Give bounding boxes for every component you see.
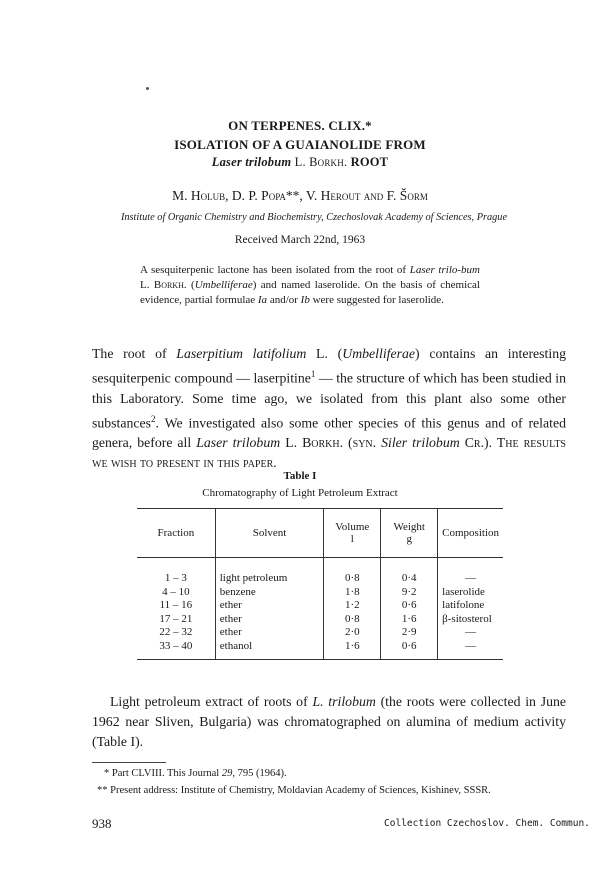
abstract-text: were suggested for laserolide.: [309, 294, 444, 306]
reference-marker: 1: [310, 369, 316, 379]
cell-solvent: ether: [215, 599, 324, 613]
cell-composition: latifolone: [438, 599, 503, 613]
cell-composition: —: [438, 572, 503, 586]
intro-text: . We investigated also some other species of this genus and of related genera, before all: [92, 415, 566, 451]
cell-weight: 9·2: [381, 586, 438, 600]
table-row: [137, 640, 503, 660]
page-number: 938: [92, 816, 112, 831]
header-weight: [381, 509, 438, 558]
header-weight-unit: g: [406, 533, 412, 545]
table-label: Table I: [283, 470, 317, 482]
abstract-species: Laser trilo-bum: [409, 264, 480, 276]
abstract-formula: Ia: [257, 294, 268, 306]
intro-text: — the structure of which has been studied in this Laboratory. Some time ago, we isolated from this plant also some other substances: [92, 370, 566, 431]
table-row: [137, 586, 503, 600]
cell-volume: 1·2: [324, 599, 381, 613]
footnote-1: [104, 768, 578, 779]
stray-dot: [146, 87, 149, 90]
cell-weight: 0·4: [381, 572, 438, 586]
cell-volume: 0·8: [324, 613, 381, 627]
header-composition: Composition: [438, 509, 503, 558]
title-line-1: ON TERPENES. CLIX.*: [228, 118, 372, 133]
paragraph-text: (the roots were collected in June 1962 near Sliven, Bulgaria) was chromatographed on alumina of medium activity (Table I).: [92, 694, 566, 749]
table-caption: Chromatography of Light Petroleum Extract: [202, 487, 398, 499]
intro-species: Laser trilobum: [196, 435, 281, 451]
paragraph-2: [92, 692, 566, 752]
intro-text: L. Borkh. (syn.: [280, 435, 382, 451]
footnote-text: 795 (1964).: [234, 768, 287, 779]
cell-composition: —: [438, 640, 503, 660]
intro-paragraph: [92, 344, 566, 473]
cell-composition: laserolide: [438, 586, 503, 600]
table-header-row: [137, 509, 503, 558]
title-line-3: [0, 155, 600, 170]
footnote-text: * Part CLVIII. This Journal: [104, 768, 222, 779]
abstract-family: Umbelliferae: [194, 279, 253, 291]
abstract-text: and/or: [267, 294, 301, 306]
title-line-2: ISOLATION OF A GUAIANOLIDE FROM: [174, 137, 426, 152]
authors: M. Holub, D. P. Popa**, V. Herout and F. Šorm: [172, 188, 428, 203]
paragraph-text: Light petroleum extract of roots of: [110, 694, 313, 709]
cell-weight: 2·9: [381, 626, 438, 640]
cell-fraction: 4 – 10: [162, 585, 190, 598]
institute: Institute of Organic Chemistry and Biochemistry, Czechoslovak Academy of Sciences, Prague: [120, 212, 508, 223]
abstract-text: A sesquiterpenic lactone has been isolated from the root of: [140, 264, 410, 276]
intro-species: Laserpitium latifolium: [176, 346, 307, 361]
cell-weight: 1·6: [381, 613, 438, 627]
intro-family: Umbelliferae: [342, 346, 416, 361]
cell-solvent: light petroleum: [215, 572, 324, 586]
footnote-volume: 29,: [221, 768, 235, 779]
header-volume-unit: l: [350, 533, 354, 545]
table-row: [137, 599, 503, 613]
header-weight-label: Weight: [393, 521, 425, 533]
cell-composition: β-sitosterol: [438, 613, 503, 627]
intro-species: Siler trilobum: [381, 435, 460, 451]
paragraph-species: L. trilobum: [312, 694, 376, 709]
header-volume: [324, 509, 381, 558]
cell-fraction: 17 – 21: [159, 612, 193, 625]
cell-volume: 0·8: [324, 572, 381, 586]
cell-volume: 2·0: [324, 626, 381, 640]
header-solvent: Solvent: [215, 509, 324, 558]
title-species: Laser trilobum: [211, 155, 292, 169]
abstract-text: (: [186, 279, 195, 291]
cell-fraction: 22 – 32: [159, 626, 193, 638]
intro-text: The root of: [92, 346, 177, 361]
footnote-divider: [92, 762, 166, 763]
abstract: [140, 263, 480, 308]
cell-fraction: 1 – 3: [164, 572, 187, 584]
abstract-species-author: L. Borkh.: [140, 279, 187, 291]
header-fraction: Fraction: [137, 509, 215, 558]
table-row: [137, 626, 503, 640]
header-volume-label: Volume: [335, 521, 370, 533]
cell-solvent: ethanol: [215, 640, 324, 660]
cell-fraction: 11 – 16: [159, 599, 193, 611]
abstract-formula: Ib: [300, 294, 310, 306]
cell-weight: 0·6: [381, 640, 438, 660]
table-row: [137, 572, 503, 586]
cell-solvent: benzene: [215, 586, 324, 600]
title-species-author: L. Borkh.: [294, 155, 348, 169]
cell-fraction: 33 – 40: [137, 640, 215, 660]
abstract-text: ) and named laserolide. On the basis of chemical evidence, partial formulae: [140, 279, 480, 306]
intro-text: L. (: [306, 346, 343, 361]
intro-text: ) contains an interesting sesquiterpenic compound — laserpitine: [92, 346, 566, 386]
reference-marker: 2: [151, 413, 156, 424]
chromatography-table: [137, 508, 503, 660]
table-row: [137, 613, 503, 627]
cell-solvent: ether: [215, 613, 324, 627]
footnote-2: ** Present address: Institute of Chemistry, Moldavian Academy of Sciences, Kishinev, SSSR.: [97, 785, 491, 796]
cell-volume: 1·8: [324, 586, 381, 600]
cell-solvent: ether: [215, 626, 324, 640]
intro-text: Cr.). The results we wish to present in this paper.: [92, 435, 566, 471]
cell-volume: 1·6: [324, 640, 381, 660]
cell-weight: 0·6: [381, 599, 438, 613]
received-date: Received March 22nd, 1963: [234, 234, 366, 246]
cell-composition: —: [438, 626, 503, 640]
journal-name: Collection Czechoslov. Chem. Commun.: [384, 818, 590, 829]
title-root: ROOT: [350, 155, 389, 169]
